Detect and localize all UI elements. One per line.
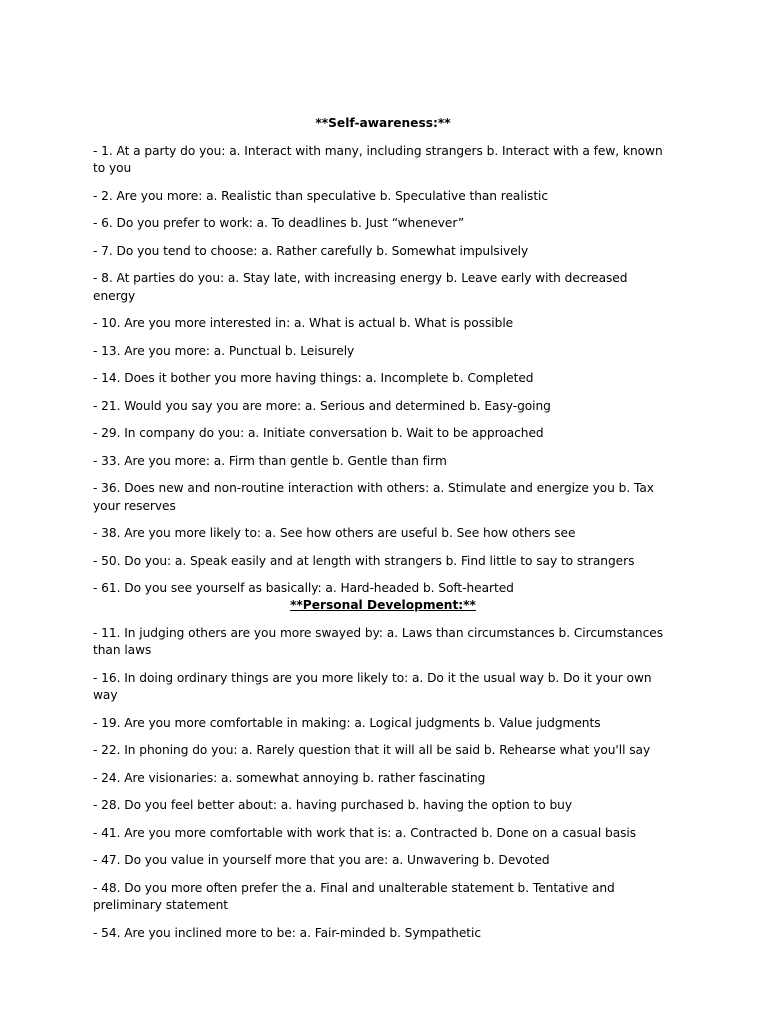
list-item: - 2. Are you more: a. Realistic than speculative b. Speculative than realistic [93, 188, 549, 203]
list-item: - 8. At parties do you: a. Stay late, with increasing energy b. Leave early with decreased energy [93, 271, 628, 303]
list-item: - 29. In company do you: a. Initiate conversation b. Wait to be approached [93, 426, 544, 440]
list-item: - 50. Do you: a. Speak easily and at length with strangers b. Find little to say to strangers [93, 553, 635, 568]
list-item: - 33. Are you more: a. Firm than gentle b. Gentle than firm [93, 453, 447, 468]
section-personal-development [93, 597, 673, 952]
list-item: - 11. In judging others are you more swayed by: a. Laws than circumstances b. Circumstances than laws [93, 625, 664, 657]
list-item: - 61. Do you see yourself as basically: a. Hard-headed b. Soft-hearted [93, 581, 514, 595]
list-item: - 24. Are visionaries: a. somewhat annoying b. rather fascinating [93, 770, 486, 785]
list-item: - 47. Do you value in yourself more that you are: a. Unwavering b. Devoted [93, 853, 550, 867]
list-item: - 7. Do you tend to choose: a. Rather carefully b. Somewhat impulsively [93, 243, 529, 258]
list-item: - 54. Are you inclined more to be: a. Fair-minded b. Sympathetic [93, 925, 482, 940]
list-item: - 21. Would you say you are more: a. Serious and determined b. Easy-going [93, 398, 551, 413]
list-item: - 6. Do you prefer to work: a. To deadlines b. Just “whenever” [93, 216, 465, 230]
list-item: - 19. Are you more comfortable in making: a. Logical judgments b. Value judgments [93, 715, 601, 730]
list-item: - 14. Does it bother you more having things: a. Incomplete b. Completed [93, 371, 534, 385]
list-item: - 13. Are you more: a. Punctual b. Leisurely [93, 343, 355, 358]
list-item: - 41. Are you more comfortable with work that is: a. Contracted b. Done on a casual basis [93, 825, 637, 840]
list-item: - 38. Are you more likely to: a. See how others are useful b. See how others see [93, 526, 576, 540]
list-item: - 10. Are you more interested in: a. What is actual b. What is possible [93, 316, 514, 330]
list-item: - 22. In phoning do you: a. Rarely question that it will all be said b. Rehearse what you'll say [93, 743, 651, 757]
list-item: - 36. Does new and non-routine interaction with others: a. Stimulate and energize you b. Tax your reserves [93, 481, 654, 513]
list-item: - 48. Do you more often prefer the a. Final and unalterable statement b. Tentative and preliminary statement [93, 880, 615, 912]
list-item: - 16. In doing ordinary things are you more likely to: a. Do it the usual way b. Do it your own way [93, 670, 652, 702]
list-item: - 28. Do you feel better about: a. having purchased b. having the option to buy [93, 798, 573, 812]
list-item: - 1. At a party do you: a. Interact with many, including strangers b. Interact with a few, known to you [93, 143, 663, 175]
section-self-awareness [93, 115, 673, 608]
section-heading: **Personal Development:** [290, 598, 476, 612]
section-heading: **Self-awareness:** [315, 116, 451, 130]
